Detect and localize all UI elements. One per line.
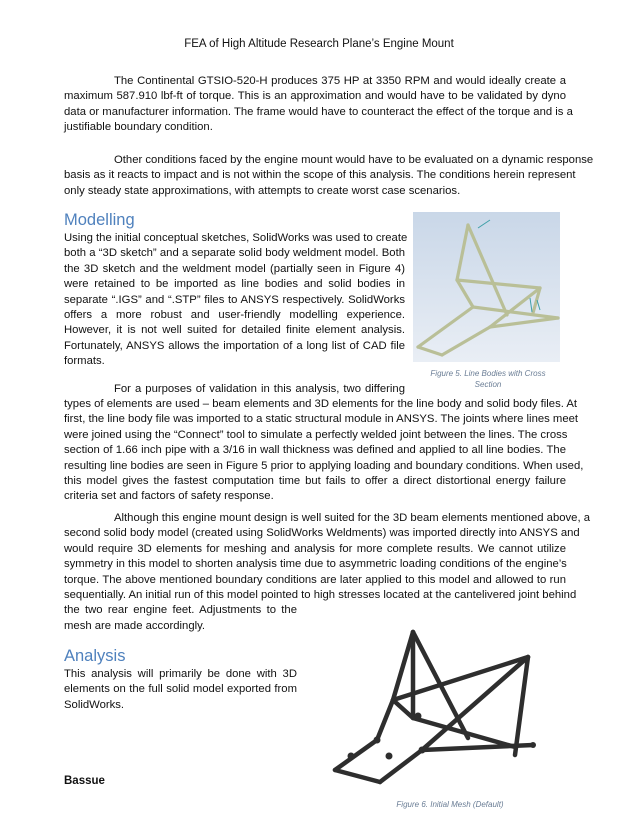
text-line: only steady state approximations, with attempts to create worst case scenarios. bbox=[64, 184, 461, 197]
text-line: justifiable boundary condition. bbox=[64, 121, 213, 134]
text-line: resulting line bodies are seen in Figure 5 prior to applying loading and boundary conditions. When used, bbox=[64, 459, 584, 472]
figure-6-caption: Figure 6. Initial Mesh (Default) bbox=[396, 800, 504, 809]
text-line: were joined using the “Connect” tool to simulate a perfectly welded joint between the lines. The cross bbox=[64, 428, 568, 441]
text-line: Although this engine mount design is well suited for the 3D beam elements mentioned above, a bbox=[114, 512, 591, 524]
caption-line: Section bbox=[474, 380, 502, 389]
figure-5-line-bodies-image bbox=[413, 212, 560, 362]
modelling-paragraph-2-first-line bbox=[64, 382, 405, 397]
text-line: would require 3D elements for meshing and analysis for more complete results. We cannot utilize bbox=[64, 542, 566, 555]
running-header: FEA of High Altitude Research Plane’s Engine Mount bbox=[184, 38, 454, 50]
text-line: basis as it reacts to impact and is not within the scope of this analysis. The conditions herein represent bbox=[64, 169, 576, 182]
text-line: first, the line body file was imported to a static structural module in ANSYS. The joints where lines meet bbox=[64, 413, 579, 426]
text-line: section of 1.66 inch pipe with a 3/16 in wall thickness was defined and applied to all line bodies. The bbox=[64, 444, 566, 457]
frame-line-bodies-drawing bbox=[413, 212, 560, 362]
text-line: both a “3D sketch” and a separate solid body weldment model. Both bbox=[64, 247, 405, 260]
text-line: mesh are made accordingly. bbox=[64, 619, 206, 632]
figure-5-caption bbox=[413, 368, 563, 390]
text-line: the 3D sketch and the weldment model (partially seen in Figure 4) bbox=[64, 262, 405, 275]
text-line: sequentially. An initial run of this model pointed to high stresses located at the cantelivered joint behind bbox=[64, 589, 577, 602]
text-line: For a purposes of validation in this analysis, two differing bbox=[114, 383, 405, 395]
modelling-paragraph-3 bbox=[64, 511, 591, 634]
text-line: SolidWorks. bbox=[64, 698, 125, 711]
text-line: the two rear engine feet. Adjustments to the bbox=[64, 604, 297, 617]
text-line: The Continental GTSIO-520-H produces 375 HP at 3350 RPM and would ideally create a bbox=[114, 75, 566, 87]
section-heading-analysis: Analysis bbox=[64, 647, 126, 665]
footer-author: Bassue bbox=[64, 775, 105, 787]
text-line: Using the initial conceptual sketches, SolidWorks was used to create bbox=[64, 232, 408, 244]
text-line: maximum 587.910 lbf-ft of torque. This is an approximation and would have to be validated by dyno bbox=[64, 90, 566, 103]
text-line: torque. The above mentioned boundary conditions are later applied to this model and allowed to run bbox=[64, 573, 566, 586]
modelling-paragraph-2 bbox=[64, 397, 584, 505]
text-line: symmetry in this model to shorten analysis time due to asymmetric loading conditions of the engine’s bbox=[64, 558, 567, 571]
modelling-paragraph-1 bbox=[64, 231, 408, 370]
intro-paragraph-2 bbox=[64, 153, 594, 199]
text-line: formats. bbox=[64, 355, 105, 368]
text-line: However, it is not well suited for detailed finite element analysis. bbox=[64, 324, 405, 337]
caption-line: Figure 5. Line Bodies with Cross bbox=[430, 369, 546, 378]
text-line: this model gives the fastest computation time but fails to offer a direct distortional energy failure bbox=[64, 475, 566, 488]
text-line: types of elements are used – beam elements and 3D elements for the line body and solid body files. At bbox=[64, 398, 578, 410]
text-line: Fortunately, ANSYS allows the importation of a long list of CAD file bbox=[64, 339, 405, 352]
text-line: criteria set and factors of safety response. bbox=[64, 490, 274, 503]
text-line: offers a more robust and user-friendly modelling experience. bbox=[64, 309, 405, 322]
section-heading-modelling: Modelling bbox=[64, 211, 135, 229]
text-line: This analysis will primarily be done with 3D bbox=[64, 668, 297, 680]
text-line: elements on the full solid model exported from bbox=[64, 683, 297, 696]
figure-6-initial-mesh-image bbox=[330, 625, 570, 795]
text-line: Other conditions faced by the engine mount would have to be evaluated on a dynamic response bbox=[114, 154, 594, 166]
intro-paragraph-1 bbox=[64, 74, 573, 136]
text-line: data or manufacturer information. The frame would have to counteract the effect of the torque and is a bbox=[64, 105, 573, 118]
text-line: were retained to be imported as line bodies and solid bodies in bbox=[64, 278, 405, 291]
text-line: separate “.IGS” and “.STP” files to ANSYS respectively. SolidWorks bbox=[64, 293, 405, 306]
text-line: second solid body model (created using SolidWorks Weldments) was imported directly into ANSYS and bbox=[64, 527, 580, 540]
frame-mesh-drawing bbox=[330, 625, 570, 795]
analysis-paragraph bbox=[64, 667, 297, 713]
